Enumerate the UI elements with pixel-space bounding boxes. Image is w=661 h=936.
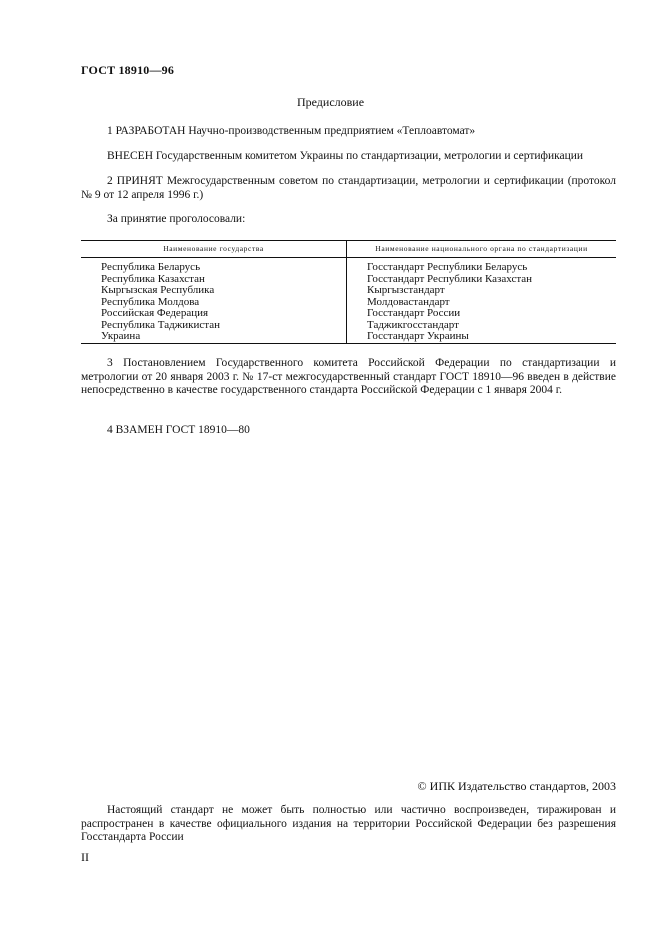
table-header-row xyxy=(81,241,616,258)
standards-body-name: Госстандарт Республики Беларусь xyxy=(367,261,528,273)
page-number: II xyxy=(81,850,89,864)
state-name: Республика Беларусь xyxy=(101,261,201,273)
voting-states-table xyxy=(81,240,616,344)
state-name: Украина xyxy=(101,330,141,342)
column-header-standards-body: Наименование национального органа по стандартизации xyxy=(347,241,617,258)
state-name: Российская Федерация xyxy=(101,307,209,319)
voted-intro: За принятие проголосовали: xyxy=(107,213,246,225)
state-name: Республика Казахстан xyxy=(101,272,205,285)
standards-body-name: Кыргызстандарт xyxy=(367,284,445,296)
standards-bodies-cell xyxy=(347,258,617,344)
standards-body-name: Госстандарт Республики Казахстан xyxy=(367,272,533,285)
copyright-notice: © ИПК Издательство стандартов, 2003 xyxy=(417,779,616,793)
document-designation: ГОСТ 18910—96 xyxy=(81,63,175,77)
state-name: Кыргызская Республика xyxy=(101,284,215,296)
states-cell xyxy=(81,258,347,344)
column-header-state: Наименование государства xyxy=(81,241,347,258)
introduced-paragraph: ВНЕСЕН Государственным комитетом Украины по стандартизации, метрологии и сертификации xyxy=(107,150,584,162)
adopted-paragraph: 2 ПРИНЯТ Межгосударственным советом по стандартизации, метрологии и сертификации (протокол № 9 от 12 апреля 1996 г.) xyxy=(81,175,616,201)
foreword-title: Предисловие xyxy=(296,95,365,109)
reproduction-notice: Настоящий стандарт не может быть полностью или частично воспроизведен, тиражирован и распространен в качестве официального издания на территории Российской Федерации без разрешения Госстандарта России xyxy=(81,804,616,843)
standards-body-name: Госстандарт Украины xyxy=(367,330,469,342)
replaces-paragraph: 4 ВЗАМЕН ГОСТ 18910—80 xyxy=(107,424,250,436)
table-row xyxy=(81,258,616,344)
developed-paragraph: 1 РАЗРАБОТАН Научно-производственным предприятием «Теплоавтомат» xyxy=(107,125,476,137)
state-name: Республика Молдова xyxy=(101,295,200,308)
standards-body-name: Таджикгосстандарт xyxy=(367,318,459,331)
standards-body-name: Молдовастандарт xyxy=(367,295,450,308)
resolution-paragraph: 3 Постановлением Государственного комитета Российской Федерации по стандартизации и метрологии от 20 января 2003 г. № 17-ст межгосударственный стандарт ГОСТ 18910—96 введен в действие непосредственно в качестве государственного стандарта Российской Федерации с 1 января 2004 г. xyxy=(81,357,616,396)
state-name: Республика Таджикистан xyxy=(101,318,220,331)
standards-body-name: Госстандарт России xyxy=(367,307,461,319)
